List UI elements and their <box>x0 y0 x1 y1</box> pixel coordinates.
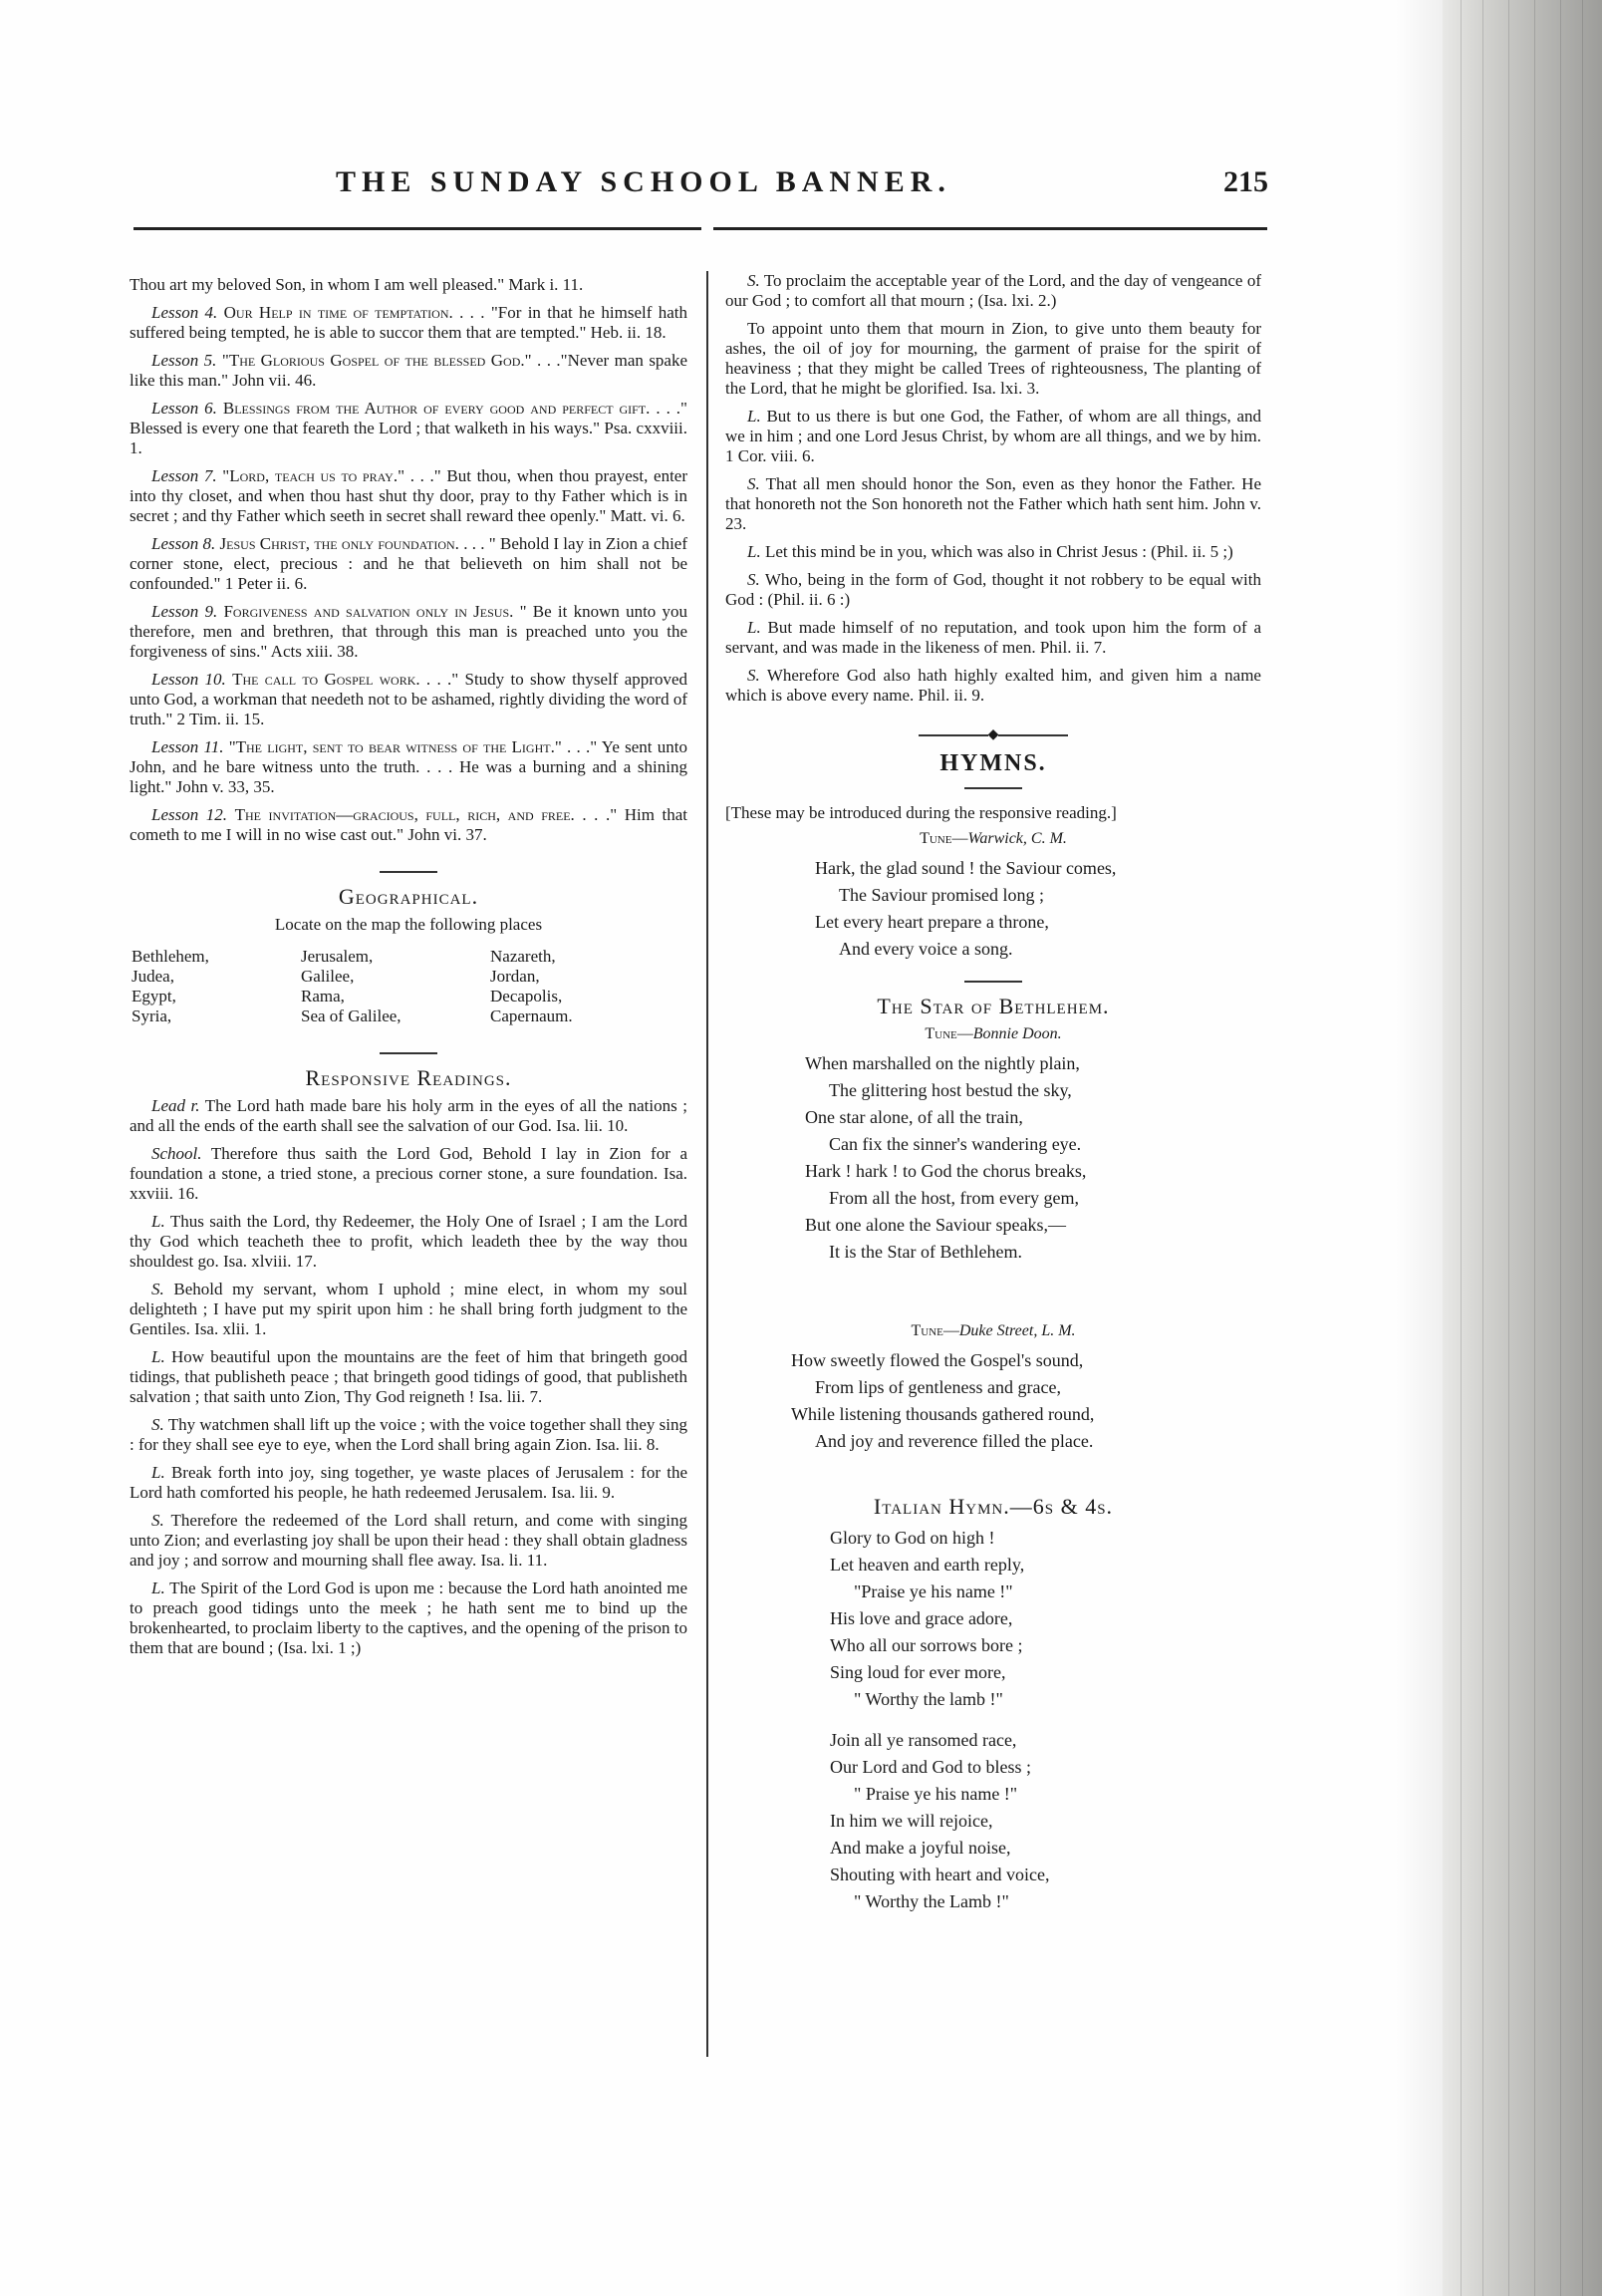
verse-line: From lips of gentleness and grace, <box>815 1377 1061 1397</box>
verse-line: How sweetly flowed the Gospel's sound, <box>791 1350 1084 1370</box>
page-number: 215 <box>1223 165 1268 198</box>
verse-line: And joy and reverence filled the place. <box>815 1431 1094 1451</box>
lesson-8: Lesson 8. Jesus Christ, the only foundation. . . . " Behold I lay in Zion a chief corner stone, elect, precious : and he that believeth on him shall not be confounded." 1 Peter ii. 6. <box>130 534 688 593</box>
paragraph: Thou art my beloved Son, in whom I am well pleased." Mark i. 11. <box>130 275 584 294</box>
reading: S. Therefore the redeemed of the Lord shall return, and come with singing unto Zion; and everlasting joy shall be upon their head : they shall obtain gladness and joy ; and sorrow and mourning shall flee away. Isa. li. 11. <box>130 1511 687 1570</box>
lesson-6: Lesson 6. Blessings from the Author of every good and perfect gift. . . ." Blessed is every one that feareth the Lord ; that walketh in his ways." Psa. cxxviii. 1. <box>130 399 687 457</box>
left-column <box>130 275 687 1666</box>
reading: S. Thy watchmen shall lift up the voice ; with the voice together shall they sing : for they shall see eye to eye, when the Lord shall bring again Zion. Isa. lii. 8. <box>130 1415 687 1454</box>
lesson-5: Lesson 5. "The Glorious Gospel of the blessed God." . . ."Never man spake like this man." John vii. 46. <box>130 351 688 390</box>
hymn-title: Italian Hymn.—6s & 4s. <box>873 1494 1114 1519</box>
reading: S. Wherefore God also hath highly exalted him, and given him a name which is above every name. Phil. ii. 9. <box>725 666 1261 705</box>
place: Galilee, <box>301 967 355 986</box>
lesson-10: Lesson 10. The call to Gospel work. . . ." Study to show thyself approved unto God, a workman that needeth not to be ashamed, rightly dividing the word of truth." 2 Tim. ii. 15. <box>130 670 687 728</box>
book-page-edges <box>1443 0 1602 2296</box>
running-title: THE SUNDAY SCHOOL BANNER. <box>336 165 951 198</box>
hymn-verse <box>791 1347 1261 1455</box>
verse-line: Shouting with heart and voice, <box>830 1865 1050 1884</box>
lesson-4: Lesson 4. Our Help in time of temptation. . . . "For in that he himself hath suffered being tempted, he is able to succor them that are tempted." Heb. ii. 18. <box>130 303 688 342</box>
verse-line: Let heaven and earth reply, <box>830 1555 1025 1575</box>
hymn-title: The Star of Bethlehem. <box>877 994 1110 1018</box>
page-gutter-shadow <box>1395 0 1443 2296</box>
tune-line: Tune—Warwick, C. M. <box>920 830 1067 847</box>
verse-line: Hark, the glad sound ! the Saviour comes, <box>815 858 1117 878</box>
verse-line: Sing loud for ever more, <box>830 1662 1006 1682</box>
place: Jerusalem, <box>301 947 374 966</box>
lesson-12: Lesson 12. The invitation—gracious, full, rich, and free. . . ." Him that cometh to me I will in no wise cast out." John vi. 37. <box>130 805 688 844</box>
place: Jordan, <box>490 967 540 986</box>
reading: School. Therefore thus saith the Lord God, Behold I lay in Zion for a foundation a stone, a tried stone, a precious corner stone, a sure foundation. Isa. xxviii. 16. <box>130 1144 687 1203</box>
reading: S. Behold my servant, whom I uphold ; mine elect, in whom my soul delighteth ; I have put my spirit upon him : he shall bring forth judgment to the Gentiles. Isa. xlii. 1. <box>130 1280 688 1338</box>
hymn-verse <box>805 1050 1261 1266</box>
geo-intro: Locate on the map the following places <box>274 915 543 934</box>
header-rule-right <box>713 227 1267 230</box>
verse-line: But one alone the Saviour speaks,— <box>805 1215 1066 1235</box>
page-header <box>151 165 1272 209</box>
lesson-7: Lesson 7. "Lord, teach us to pray." . . ." But thou, when thou prayest, enter into thy closet, and when thou hast shut thy door, pray to thy Father which is in secret ; and thy Father which seeth in secret shall reward thee openly." Matt. vi. 6. <box>130 466 688 525</box>
section-rule <box>380 1052 437 1054</box>
verse-line: Who all our sorrows bore ; <box>830 1635 1023 1655</box>
verse-line: And make a joyful noise, <box>830 1838 1011 1858</box>
geographical-heading: Geographical. <box>338 884 479 909</box>
place: Capernaum. <box>490 1006 573 1025</box>
place: Nazareth, <box>490 947 556 966</box>
verse-line: The glittering host bestud the sky, <box>829 1080 1072 1100</box>
verse-line: Glory to God on high ! <box>830 1528 995 1548</box>
reading: S. That all men should honor the Son, even as they honor the Father. He that honoreth not the Son honoreth not the Father which hath sent him. John v. 23. <box>725 474 1261 533</box>
place: Judea, <box>132 967 174 986</box>
verse-line: " Worthy the lamb !" <box>854 1689 1003 1709</box>
reading: L. Let this mind be in you, which was also in Christ Jesus : (Phil. ii. 5 ;) <box>747 542 1233 561</box>
verse-line: " Worthy the Lamb !" <box>854 1891 1009 1911</box>
verse-line: Can fix the sinner's wandering eye. <box>829 1134 1082 1154</box>
hymn-verse <box>815 855 1261 963</box>
verse-line: One star alone, of all the train, <box>805 1107 1023 1127</box>
hymn-stanza <box>830 1525 1261 1713</box>
hymns-heading: HYMNS. <box>939 750 1047 776</box>
verse-line: From all the host, from every gem, <box>829 1188 1079 1208</box>
reading: Lead r. The Lord hath made bare his holy arm in the eyes of all the nations ; and all the ends of the earth shall see the salvation of our God. Isa. lii. 10. <box>130 1096 687 1135</box>
place: Rama, <box>301 987 345 1005</box>
reading: L. Break forth into joy, sing together, ye waste places of Jerusalem : for the Lord hath comforted his people, he hath redeemed Jerusalem. Isa. lii. 9. <box>130 1463 687 1502</box>
right-column <box>725 271 1261 1915</box>
verse-line: The Saviour promised long ; <box>839 885 1044 905</box>
hymn-stanza <box>830 1727 1261 1915</box>
lesson-9: Lesson 9. Forgiveness and salvation only in Jesus. " Be it known unto you therefore, men and brethren, that through this man is preached unto you the forgiveness of sins." Acts xiii. 38. <box>130 602 688 661</box>
verse-line: And every voice a song. <box>839 939 1013 959</box>
verse-line: His love and grace adore, <box>830 1608 1013 1628</box>
place: Syria, <box>132 1006 172 1025</box>
reading: L. The Spirit of the Lord God is upon me : because the Lord hath anointed me to preach good tidings unto the meek ; he hath sent me to bind up the brokenhearted, to proclaim liberty to the captives, and the opening of the prison to them that are bound ; (Isa. lxi. 1 ;) <box>130 1578 687 1657</box>
reading: S. Who, being in the form of God, thought it not robbery to be equal with God : (Phil. ii. 6 :) <box>725 570 1261 609</box>
verse-line: When marshalled on the nightly plain, <box>805 1053 1080 1073</box>
verse-line: Our Lord and God to bless ; <box>830 1757 1031 1777</box>
hymns-note: [These may be introduced during the responsive reading.] <box>725 803 1117 822</box>
reading: To appoint unto them that mourn in Zion, to give unto them beauty for ashes, the oil of joy for mourning, the garment of praise for the spirit of heaviness ; that they might be called Trees of righteousness, The planting of the Lord, that he might be glorified. Isa. lxi. 3. <box>725 319 1261 398</box>
section-rule <box>964 981 1022 983</box>
verse-line: " Praise ye his name !" <box>854 1784 1018 1804</box>
place-list <box>132 947 687 1026</box>
verse-line: Hark ! hark ! to God the chorus breaks, <box>805 1161 1087 1181</box>
reading: S. To proclaim the acceptable year of the Lord, and the day of vengeance of our God ; to comfort all that mourn ; (Isa. lxi. 2.) <box>725 271 1261 310</box>
header-rule-left <box>134 227 701 230</box>
verse-line: "Praise ye his name !" <box>854 1581 1013 1601</box>
section-rule <box>964 787 1022 789</box>
reading: L. Thus saith the Lord, thy Redeemer, the Holy One of Israel ; I am the Lord thy God which teacheth thee to profit, which leadeth thee by the way thou shouldest go. Isa. xlviii. 17. <box>130 1212 687 1271</box>
place: Decapolis, <box>490 987 563 1005</box>
verse-line: Join all ye ransomed race, <box>830 1730 1017 1750</box>
responsive-readings-heading: Responsive Readings. <box>305 1065 512 1090</box>
reading: L. But to us there is but one God, the Father, of whom are all things, and we in him ; and one Lord Jesus Christ, by whom are all things, and we by him. 1 Cor. viii. 6. <box>725 407 1261 465</box>
reading: L. How beautiful upon the mountains are the feet of him that bringeth good tidings, that publisheth peace ; that bringeth good tidings of good, that publisheth salvation ; that saith unto Zion, Thy God reigneth ! Isa. lii. 7. <box>130 1347 687 1406</box>
place: Sea of Galilee, <box>301 1006 401 1025</box>
verse-line: While listening thousands gathered round, <box>791 1404 1095 1424</box>
tune-line: Tune—Duke Street, L. M. <box>911 1322 1076 1339</box>
section-rule <box>380 871 437 873</box>
tune-line: Tune—Bonnie Doon. <box>925 1025 1062 1042</box>
reading: L. But made himself of no reputation, and took upon him the form of a servant, and was made in the likeness of men. Phil. ii. 7. <box>725 618 1262 657</box>
column-divider <box>706 271 708 2057</box>
ornament-divider: ◆ <box>725 725 1261 745</box>
lesson-11: Lesson 11. "The light, sent to bear witness of the Light." . . ." Ye sent unto John, and he bare witness unto the truth. . . . He was a burning and a shining light." John v. 33, 35. <box>130 737 687 796</box>
verse-line: Let every heart prepare a throne, <box>815 912 1049 932</box>
place: Bethlehem, <box>132 947 209 966</box>
place: Egypt, <box>132 987 176 1005</box>
verse-line: In him we will rejoice, <box>830 1811 993 1831</box>
verse-line: It is the Star of Bethlehem. <box>829 1242 1022 1262</box>
